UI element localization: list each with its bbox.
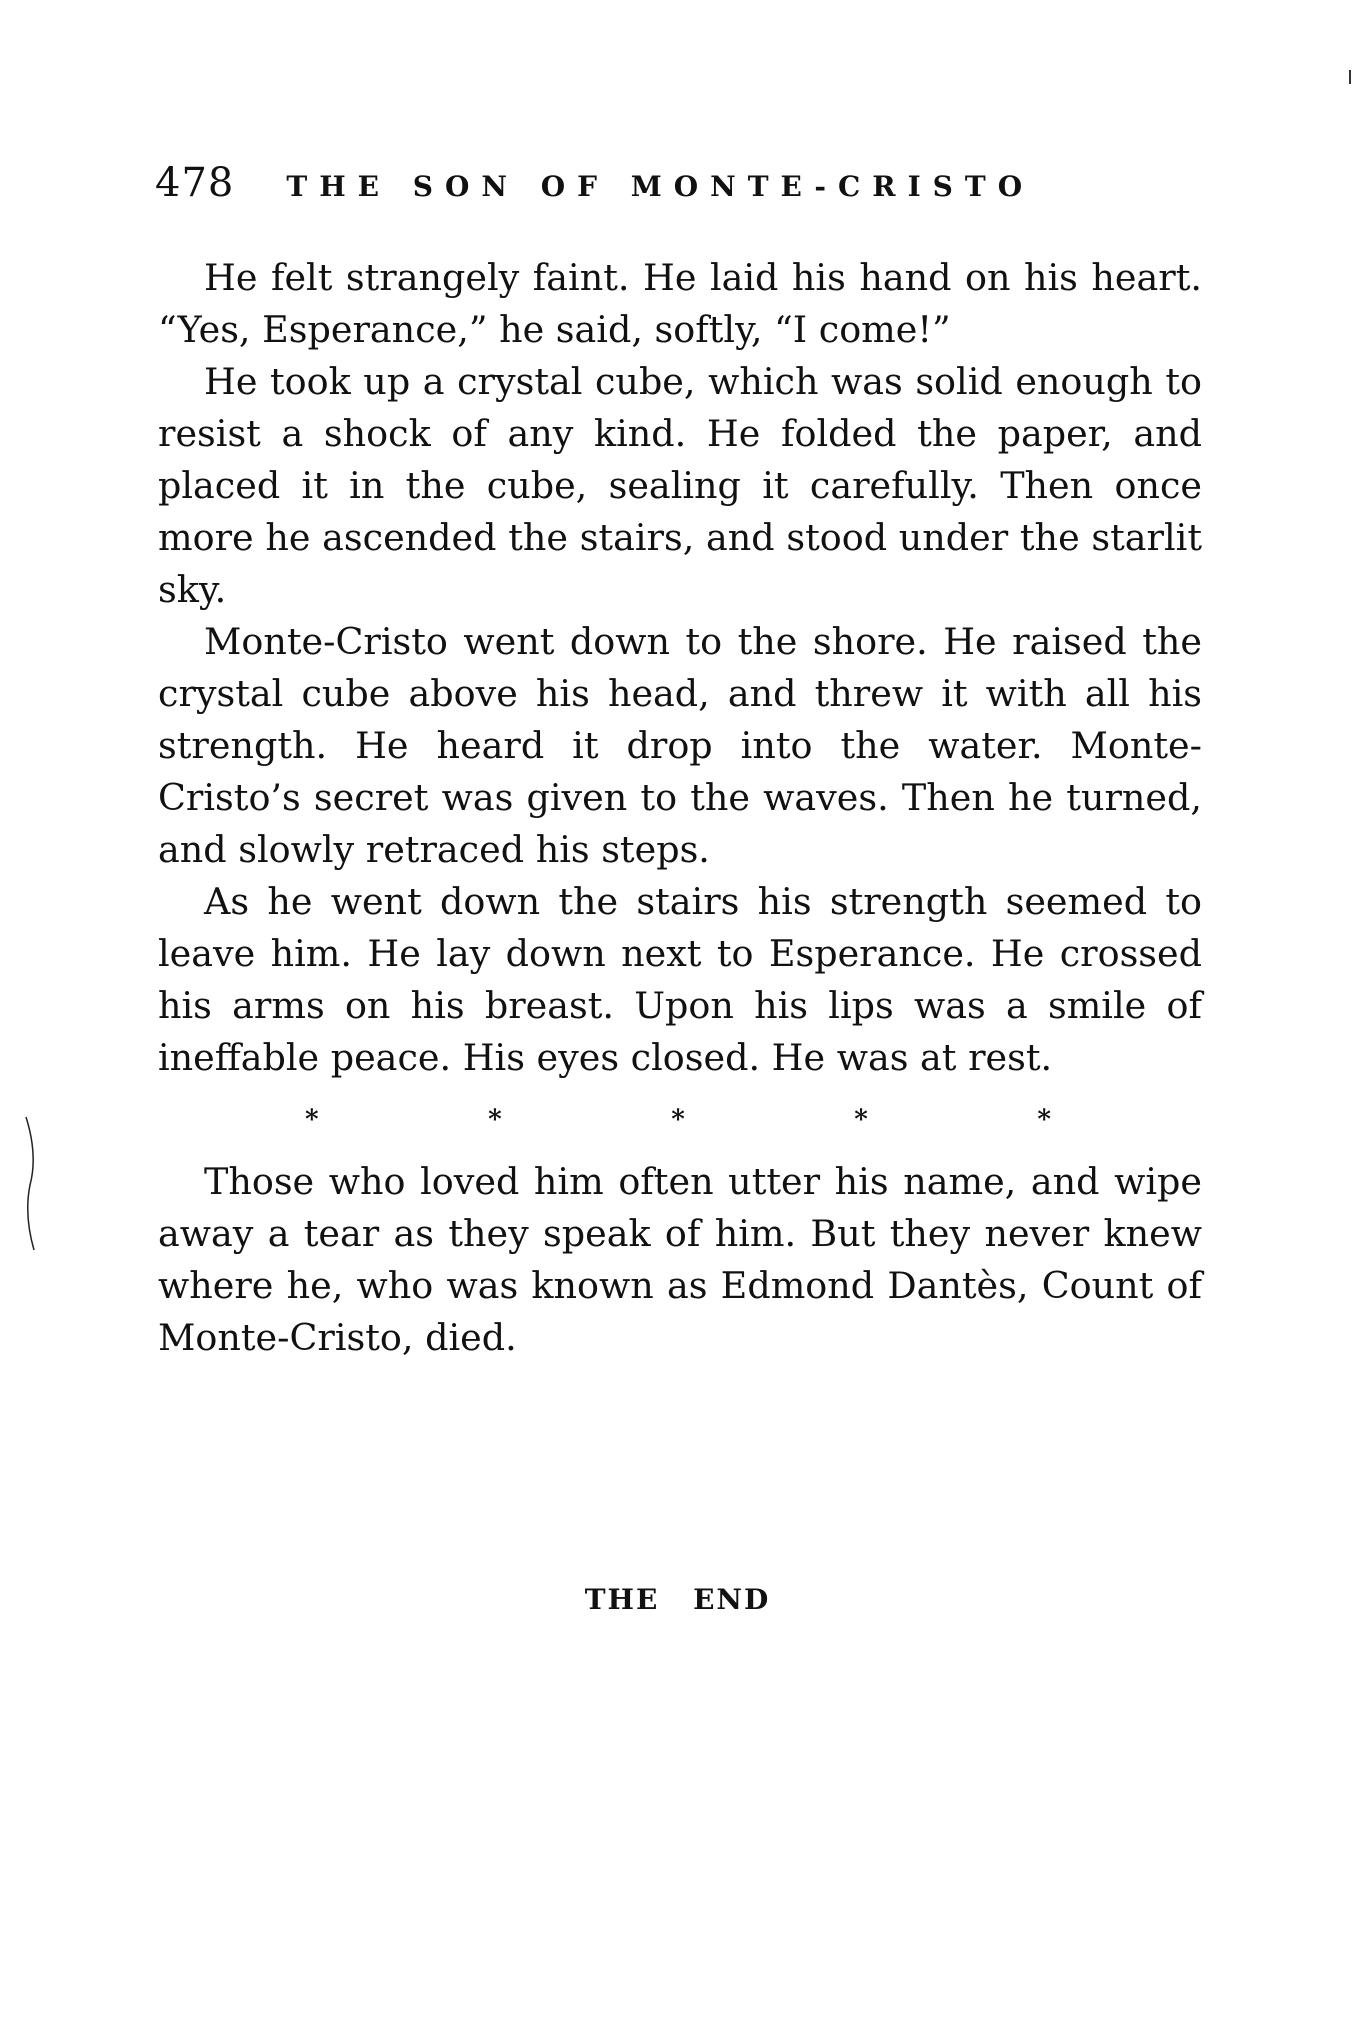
- page-number: 478: [155, 160, 235, 206]
- paragraph: As he went down the stairs his strength seemed to leave him. He lay down next to Esperance. He crossed his arms on his breast. Upon his lips was a smile of ineffable peace. His eyes closed. He was at rest.: [158, 880, 1202, 1079]
- separator-star: *: [854, 1105, 868, 1135]
- the-end-label: THE END: [584, 1583, 771, 1616]
- paragraph: Monte-Cristo went down to the shore. He raised the crystal cube above his head, and threw it with all his strength. He heard it drop into the water. Monte-Cristo’s secret was given to the waves. Then he turned, and slowly retraced his steps.: [158, 620, 1202, 871]
- page-header: [155, 160, 1155, 210]
- margin-bracket-mark: [22, 1115, 42, 1255]
- paragraph: He took up a crystal cube, which was solid enough to resist a shock of any kind. He folded the paper, and placed it in the cube, sealing it carefully. Then once more he ascended the stairs, and stood under the starlit sky.: [158, 360, 1202, 611]
- separator-star: *: [488, 1105, 502, 1135]
- margin-tick-mark: [1349, 70, 1351, 84]
- separator-star: *: [305, 1105, 319, 1135]
- body-text: [158, 252, 1202, 1364]
- running-title: THE SON OF MONTE-CRISTO: [286, 170, 1035, 203]
- section-separator: [305, 1084, 1051, 1156]
- closing-paragraph: Those who loved him often utter his name, and wipe away a tear as they speak of him. But they never knew where he, who was known as Edmond Dantès, Count of Monte-Cristo, died.: [158, 1160, 1202, 1359]
- paragraph: He felt strangely faint. He laid his hand on his heart. “Yes, Esperance,” he said, softly, “I come!”: [158, 256, 1202, 351]
- separator-star: *: [671, 1105, 685, 1135]
- separator-star: *: [1037, 1105, 1051, 1135]
